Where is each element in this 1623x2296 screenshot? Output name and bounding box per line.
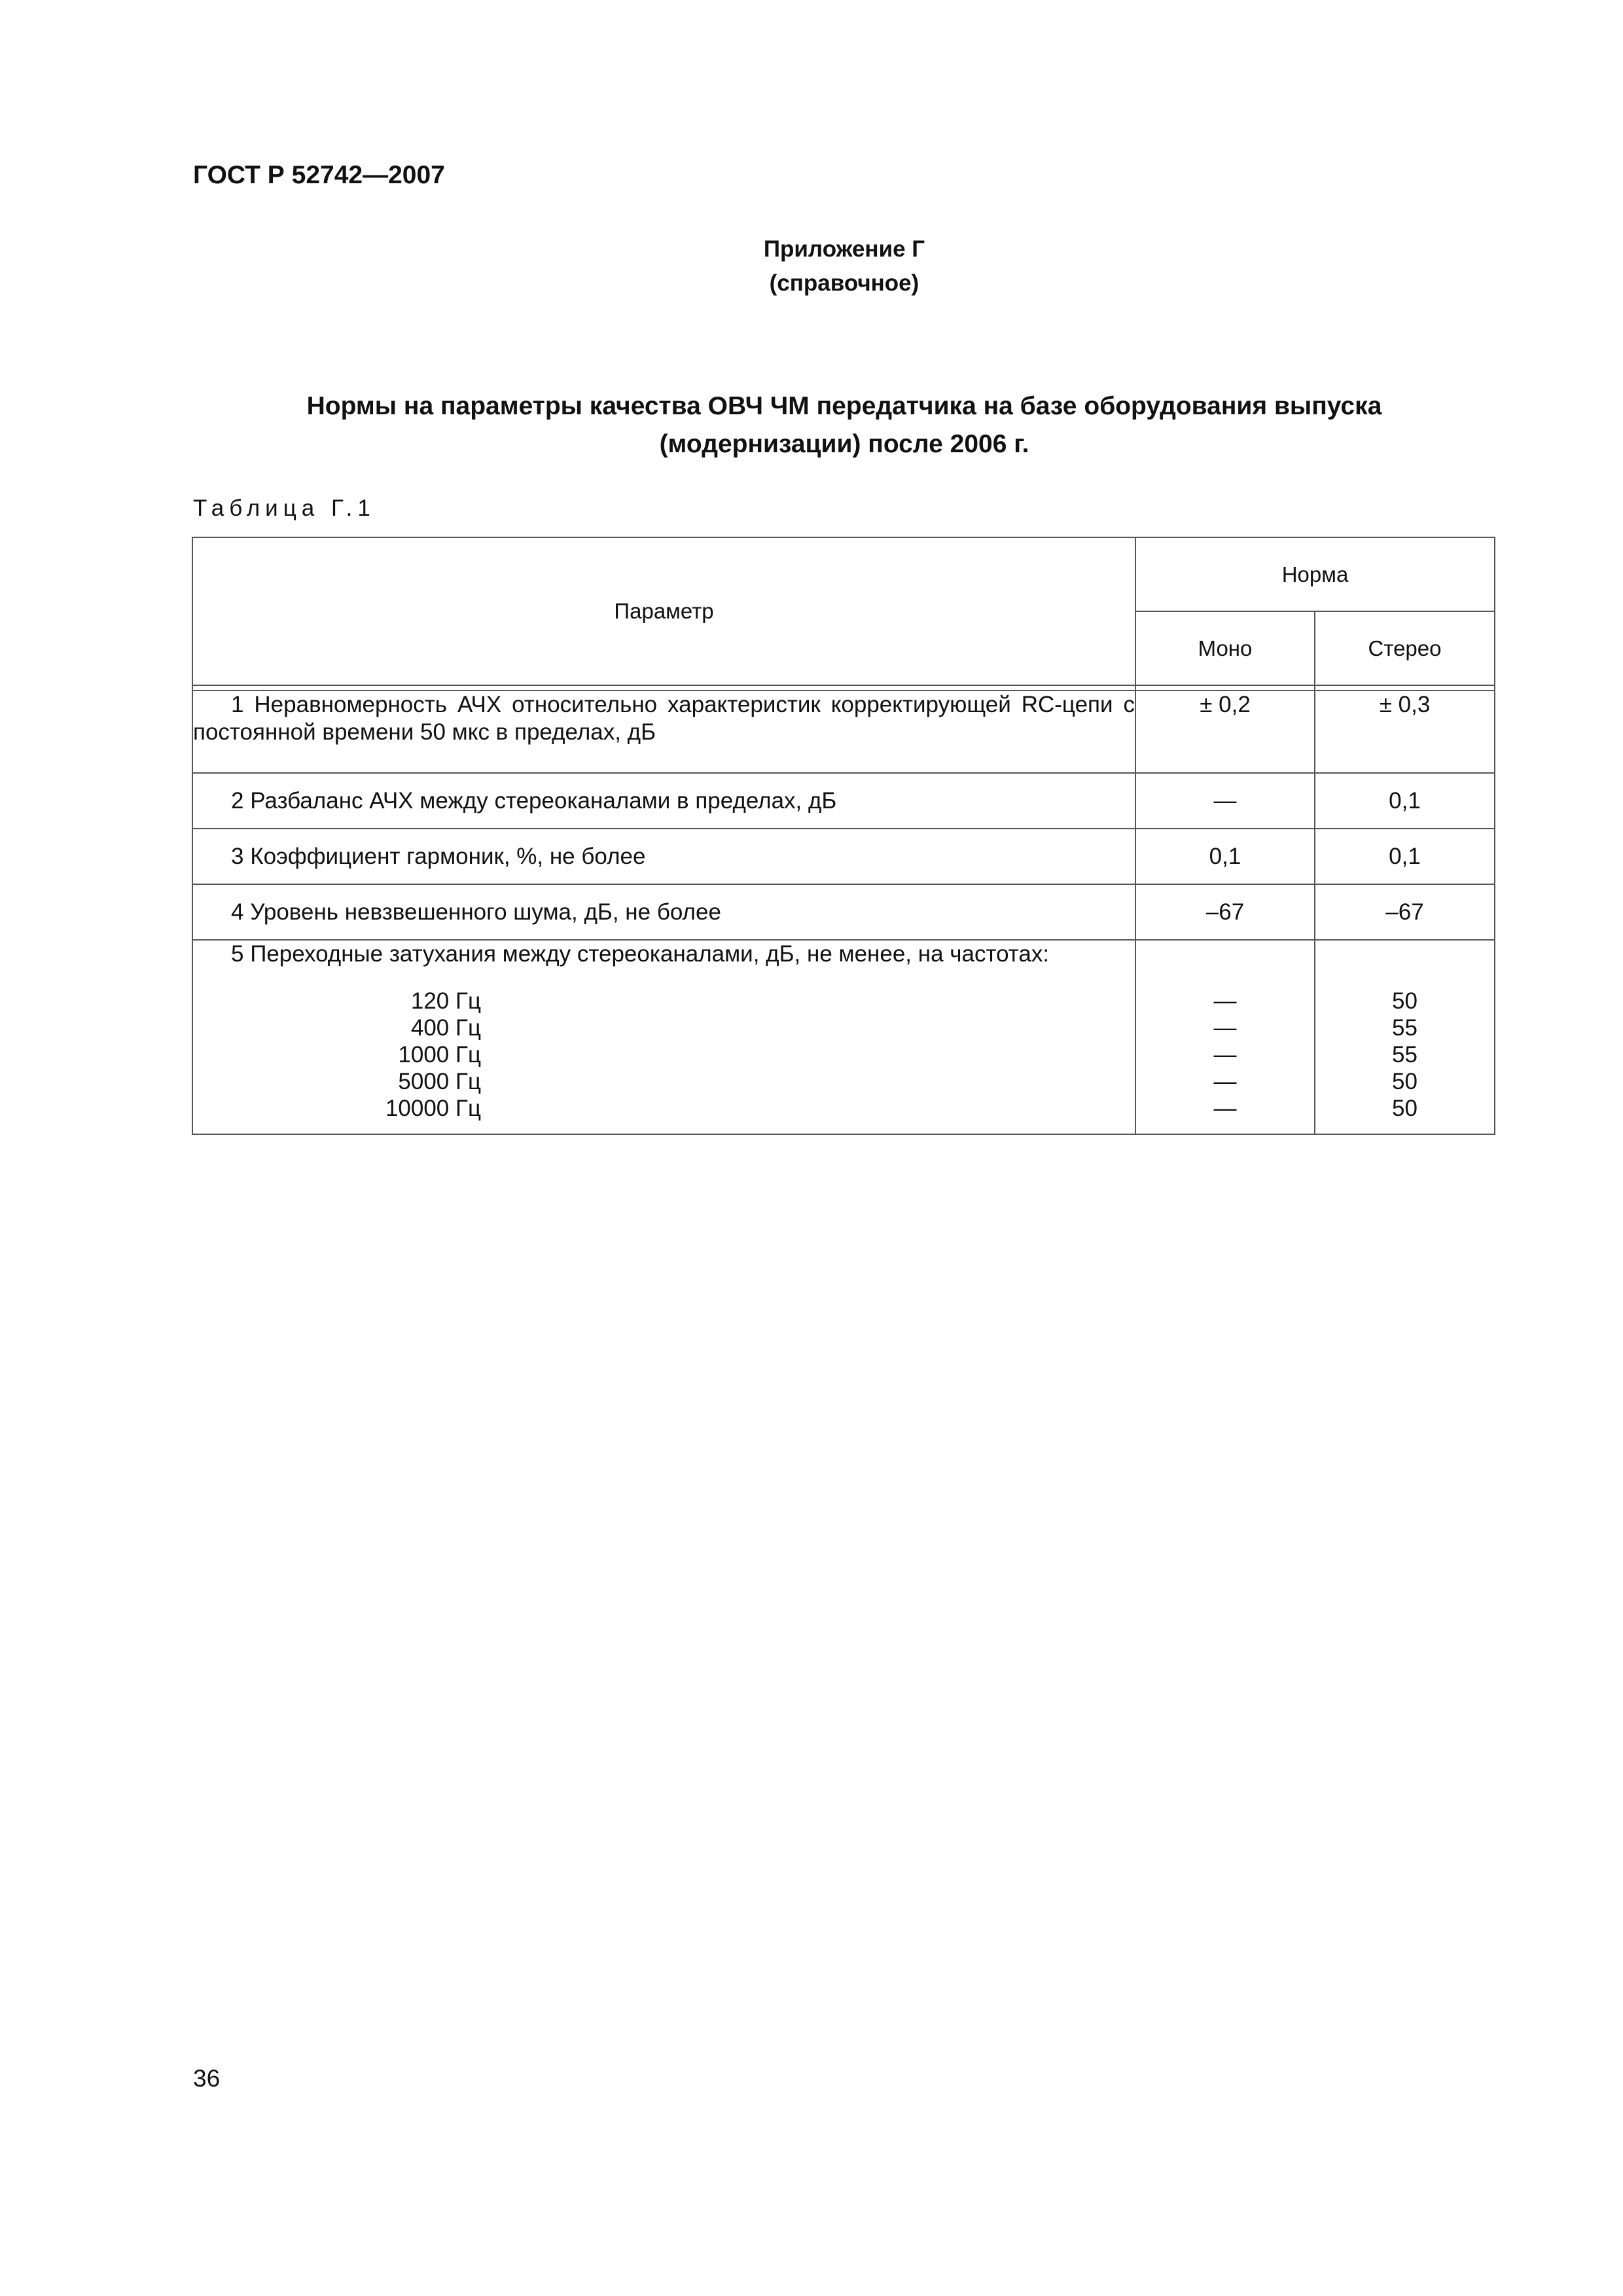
table-row (192, 884, 1495, 940)
header-parameter: Параметр (192, 537, 1135, 685)
page-title (193, 387, 1495, 463)
norms-table (192, 537, 1495, 1135)
table-row (192, 940, 1495, 1134)
appendix-label: Приложение Г (763, 236, 925, 262)
header-stereo: Стерео (1315, 611, 1495, 685)
frequency-item: 400 Гц (410, 1015, 481, 1041)
row-mono-value: –67 (1135, 884, 1315, 940)
frequency-item: 5000 Гц (398, 1069, 481, 1094)
mono-value: — (1213, 1096, 1237, 1121)
header-separator (192, 685, 1495, 691)
row-stereo-value: 0,1 (1315, 829, 1495, 884)
frequency-list (193, 988, 481, 1122)
stereo-value: 50 (1392, 1069, 1418, 1094)
frequency-item: 120 Гц (410, 988, 481, 1014)
mono-value: — (1213, 1042, 1237, 1067)
header-norm: Норма (1135, 537, 1495, 611)
appendix-heading (720, 232, 969, 300)
row-parameter: 4 Уровень невзвешенного шума, дБ, не более (192, 884, 1135, 940)
document-code: ГОСТ Р 52742—2007 (193, 161, 445, 189)
row-parameter: 3 Коэффициент гармоник, %, не более (192, 829, 1135, 884)
stereo-value: 50 (1392, 1096, 1418, 1121)
table-caption: Таблица Г.1 (193, 495, 376, 521)
title-line-1: Нормы на параметры качества ОВЧ ЧМ передатчика на базе оборудования выпуска (306, 392, 1382, 420)
mono-value: — (1213, 988, 1237, 1014)
row-stereo-value: 0,1 (1315, 773, 1495, 829)
row-stereo-value: –67 (1315, 884, 1495, 940)
row-parameter: 5 Переходные затухания между стереоканалами, дБ, не менее, на частотах: 120 Гц 400 Гц 1000 Гц 5000 Гц 10000 Гц (192, 940, 1135, 1134)
stereo-value: 55 (1392, 1042, 1418, 1067)
stereo-value: 55 (1392, 1015, 1418, 1041)
page-number: 36 (193, 2065, 221, 2092)
mono-value: — (1213, 1015, 1237, 1041)
frequency-item: 1000 Гц (398, 1042, 481, 1067)
appendix-type: (справочное) (769, 270, 919, 296)
row-mono-value: 0,1 (1135, 829, 1315, 884)
mono-value: — (1213, 1069, 1237, 1094)
row-parameter: 2 Разбаланс АЧХ между стереоканалами в пределах, дБ (192, 773, 1135, 829)
table-row (192, 773, 1495, 829)
row-mono-value: — (1135, 773, 1315, 829)
frequency-item: 10000 Гц (385, 1096, 481, 1121)
table-row (192, 691, 1495, 773)
stereo-value: 50 (1392, 988, 1418, 1014)
row-parameter: 1 Неравномерность АЧХ относительно характеристик корректирующей RC-цепи с постоянной времени 50 мкс в пределах, дБ (192, 691, 1135, 773)
title-line-2: (модернизации) после 2006 г. (659, 430, 1029, 458)
header-mono: Моно (1135, 611, 1315, 685)
table-header-row (192, 537, 1495, 611)
row-stereo-value: ± 0,3 (1315, 691, 1495, 773)
row-mono-values (1135, 940, 1315, 1134)
row-stereo-values (1315, 940, 1495, 1134)
table-row (192, 829, 1495, 884)
row-mono-value: ± 0,2 (1135, 691, 1315, 773)
